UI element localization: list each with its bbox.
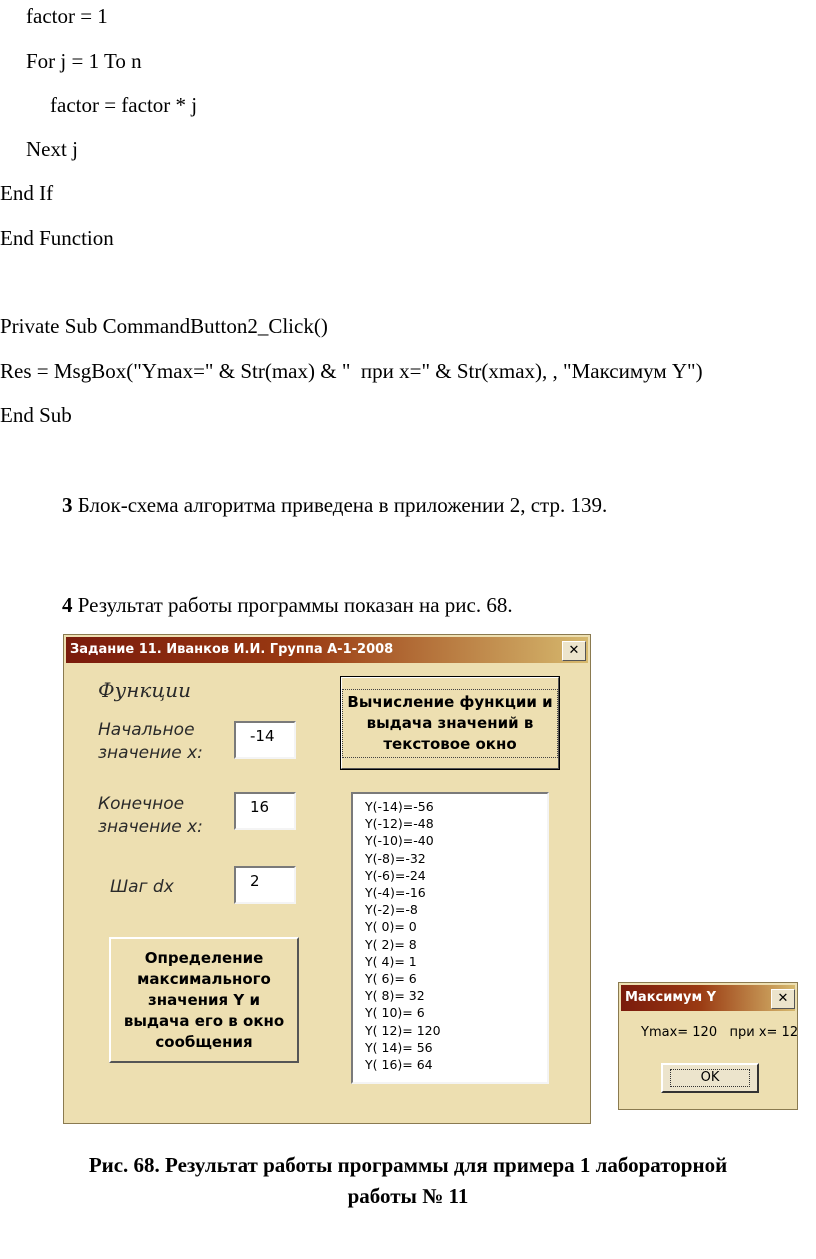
paragraph-text: Блок-схема алгоритма приведена в приложении 2, стр. 139.: [72, 493, 608, 517]
end-value-input[interactable]: 16: [234, 792, 296, 830]
results-listbox[interactable]: [351, 792, 549, 1084]
msgbox-text: Ymax= 120 при x= 12: [641, 1025, 799, 1040]
message-box: [618, 982, 798, 1110]
ok-button-label: OK: [670, 1069, 750, 1087]
close-icon[interactable]: ✕: [562, 641, 586, 661]
compute-button-label: [342, 689, 557, 758]
ok-button[interactable]: [661, 1063, 759, 1093]
paragraph-3: [62, 492, 607, 518]
max-button-line: Определение: [144, 948, 264, 967]
paragraph-number: 3: [62, 493, 73, 517]
code-line: Next j: [26, 137, 78, 161]
list-item: Y( 4)= 1: [365, 953, 417, 969]
compute-button-line: выдача значений в: [366, 713, 534, 732]
list-item: Y(-8)=-32: [365, 850, 426, 866]
code-line: Res = MsgBox("Ymax=" & Str(max) & " при x=" & Str(xmax), , "Максимум Y"): [0, 359, 703, 383]
list-item: Y(-4)=-16: [365, 885, 426, 901]
start-value-input[interactable]: -14: [234, 721, 296, 759]
list-item: Y(-14)=-56: [365, 799, 434, 814]
code-line: End Sub: [0, 403, 72, 427]
step-label: Шаг dx: [110, 877, 174, 897]
list-item: Y(-10)=-40: [365, 833, 434, 849]
end-label-line2: значение х:: [98, 817, 203, 837]
functions-heading: Функции: [98, 678, 192, 702]
list-item: Y( 8)= 32: [365, 988, 425, 1004]
start-label-line1: Начальное: [98, 720, 195, 740]
figure-caption-line2: работы № 11: [347, 1184, 469, 1208]
list-item: Y(-6)=-24: [365, 867, 426, 883]
max-button-line: сообщения: [155, 1032, 253, 1051]
max-button-line: значения Y и: [148, 990, 260, 1009]
form-titlebar: [66, 637, 588, 663]
list-item: Y( 2)= 8: [365, 936, 417, 952]
list-item: Y( 0)= 0: [365, 919, 417, 935]
step-value-input[interactable]: 2: [234, 866, 296, 904]
list-item: Y( 16)= 64: [365, 1057, 433, 1073]
list-item: Y( 10)= 6: [365, 1005, 425, 1021]
end-label-line1: Конечное: [98, 794, 185, 814]
code-line: Private Sub CommandButton2_Click(): [0, 314, 328, 338]
figure-caption-line1: Рис. 68. Результат работы программы для примера 1 лабораторной: [88, 1153, 728, 1177]
paragraph-text: Результат работы программы показан на рис. 68.: [72, 593, 513, 617]
compute-button[interactable]: [340, 676, 560, 770]
compute-button-line: текстовое окно: [383, 734, 517, 753]
list-item: Y(-12)=-48: [365, 816, 434, 832]
form-title: Задание 11. Иванков И.И. Группа А-1-2008: [70, 642, 394, 657]
list-item: Y( 12)= 120: [365, 1022, 441, 1038]
code-line: End If: [0, 181, 54, 205]
max-button-label: [124, 948, 284, 1053]
msgbox-title: Максимум Y: [625, 990, 717, 1005]
msgbox-titlebar: [621, 985, 795, 1011]
max-button[interactable]: [109, 937, 299, 1063]
form-window: [63, 634, 591, 1124]
list-item: Y( 6)= 6: [365, 971, 417, 987]
paragraph-number: 4: [62, 593, 73, 617]
close-icon[interactable]: ✕: [771, 989, 795, 1009]
paragraph-4: [62, 592, 513, 618]
max-button-line: максимального: [137, 969, 271, 988]
code-line: factor = 1: [26, 4, 108, 28]
code-line: End Function: [0, 226, 114, 250]
list-item: Y(-2)=-8: [365, 902, 418, 918]
list-item: Y( 14)= 56: [365, 1039, 433, 1055]
code-line: For j = 1 To n: [26, 49, 142, 73]
start-label-line2: значение х:: [98, 743, 203, 763]
compute-button-line: Вычисление функции и: [347, 692, 553, 711]
code-line: factor = factor * j: [50, 93, 198, 117]
max-button-line: выдача его в окно: [123, 1011, 285, 1030]
